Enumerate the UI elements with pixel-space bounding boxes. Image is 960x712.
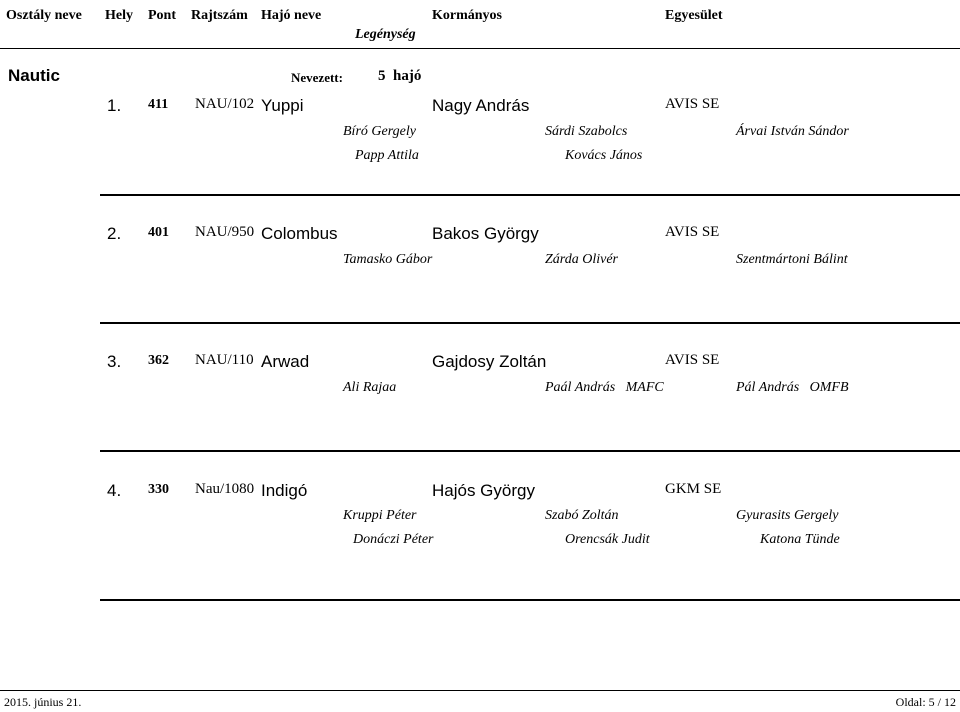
crew-member: Pál András OMFB	[736, 380, 849, 395]
entry-helm: Hajós György	[432, 481, 535, 500]
header-place: Hely	[105, 8, 133, 23]
entry-divider	[100, 599, 960, 601]
entered-label: Nevezett:	[291, 70, 343, 85]
crew-member: Kruppi Péter	[343, 508, 417, 523]
entry-sail-number: Nau/1080	[195, 481, 255, 497]
footer-page-number: Oldal: 5 / 12	[895, 695, 956, 709]
entry-helm: Bakos György	[432, 224, 539, 243]
entry-divider	[100, 450, 960, 452]
entry-boat-name: Arwad	[261, 352, 310, 371]
crew-member: Szentmártoni Bálint	[736, 252, 848, 267]
crew-member: Ali Rajaa	[343, 380, 397, 395]
entry-start: 411	[148, 97, 169, 112]
entry-club: GKM SE	[665, 481, 722, 497]
entry-sail-number: NAU/950	[195, 224, 255, 240]
crew-member: Bíró Gergely	[343, 124, 416, 139]
entry-divider	[100, 194, 960, 196]
entry-place: 1.	[107, 96, 122, 115]
entered-unit: hajó	[393, 68, 422, 84]
entered-count: 5	[378, 68, 386, 84]
header-class-name: Osztály neve	[6, 8, 82, 23]
entry-sail-number: NAU/102	[195, 96, 255, 112]
entry-start: 330	[148, 482, 169, 497]
crew-member: Paál András MAFC	[545, 380, 664, 395]
footer-date: 2015. június 21.	[4, 695, 82, 709]
crew-member: Katona Tünde	[760, 532, 840, 547]
entry-club: AVIS SE	[665, 96, 720, 112]
crew-member: Orencsák Judit	[565, 532, 650, 547]
crew-member: Papp Attila	[355, 148, 419, 163]
header-helm: Kormányos	[432, 8, 502, 23]
crew-member: Szabó Zoltán	[545, 508, 619, 523]
entry-start: 401	[148, 225, 169, 240]
crew-member: Gyurasits Gergely	[736, 508, 839, 523]
header-boat-name: Hajó neve	[261, 8, 322, 23]
entry-helm: Gajdosy Zoltán	[432, 352, 547, 371]
crew-member: Tamasko Gábor	[343, 252, 433, 267]
entry-divider	[100, 322, 960, 324]
entry-place: 3.	[107, 352, 122, 371]
entry-sail-number: NAU/110	[195, 352, 254, 368]
entry-club: AVIS SE	[665, 352, 720, 368]
entry-start: 362	[148, 353, 169, 368]
header-divider	[0, 48, 960, 49]
header-start: Pont	[148, 8, 176, 23]
crew-member: Sárdi Szabolcs	[545, 124, 628, 139]
header-crew: Legénység	[355, 27, 416, 42]
crew-member: Zárda Olivér	[545, 252, 618, 267]
entry-helm: Nagy András	[432, 96, 530, 115]
entry-boat-name: Colombus	[261, 224, 338, 243]
crew-member: Donáczi Péter	[353, 532, 434, 547]
header-sail-number: Rajtszám	[191, 8, 248, 23]
crew-member: Kovács János	[565, 148, 643, 163]
header-club: Egyesület	[665, 8, 723, 23]
footer-divider	[0, 690, 960, 691]
class-title: Nautic	[8, 66, 60, 85]
entry-place: 2.	[107, 224, 122, 243]
crew-member: Árvai István Sándor	[736, 124, 849, 139]
entry-boat-name: Indigó	[261, 481, 308, 500]
entry-club: AVIS SE	[665, 224, 720, 240]
entry-place: 4.	[107, 481, 122, 500]
entry-boat-name: Yuppi	[261, 96, 304, 115]
